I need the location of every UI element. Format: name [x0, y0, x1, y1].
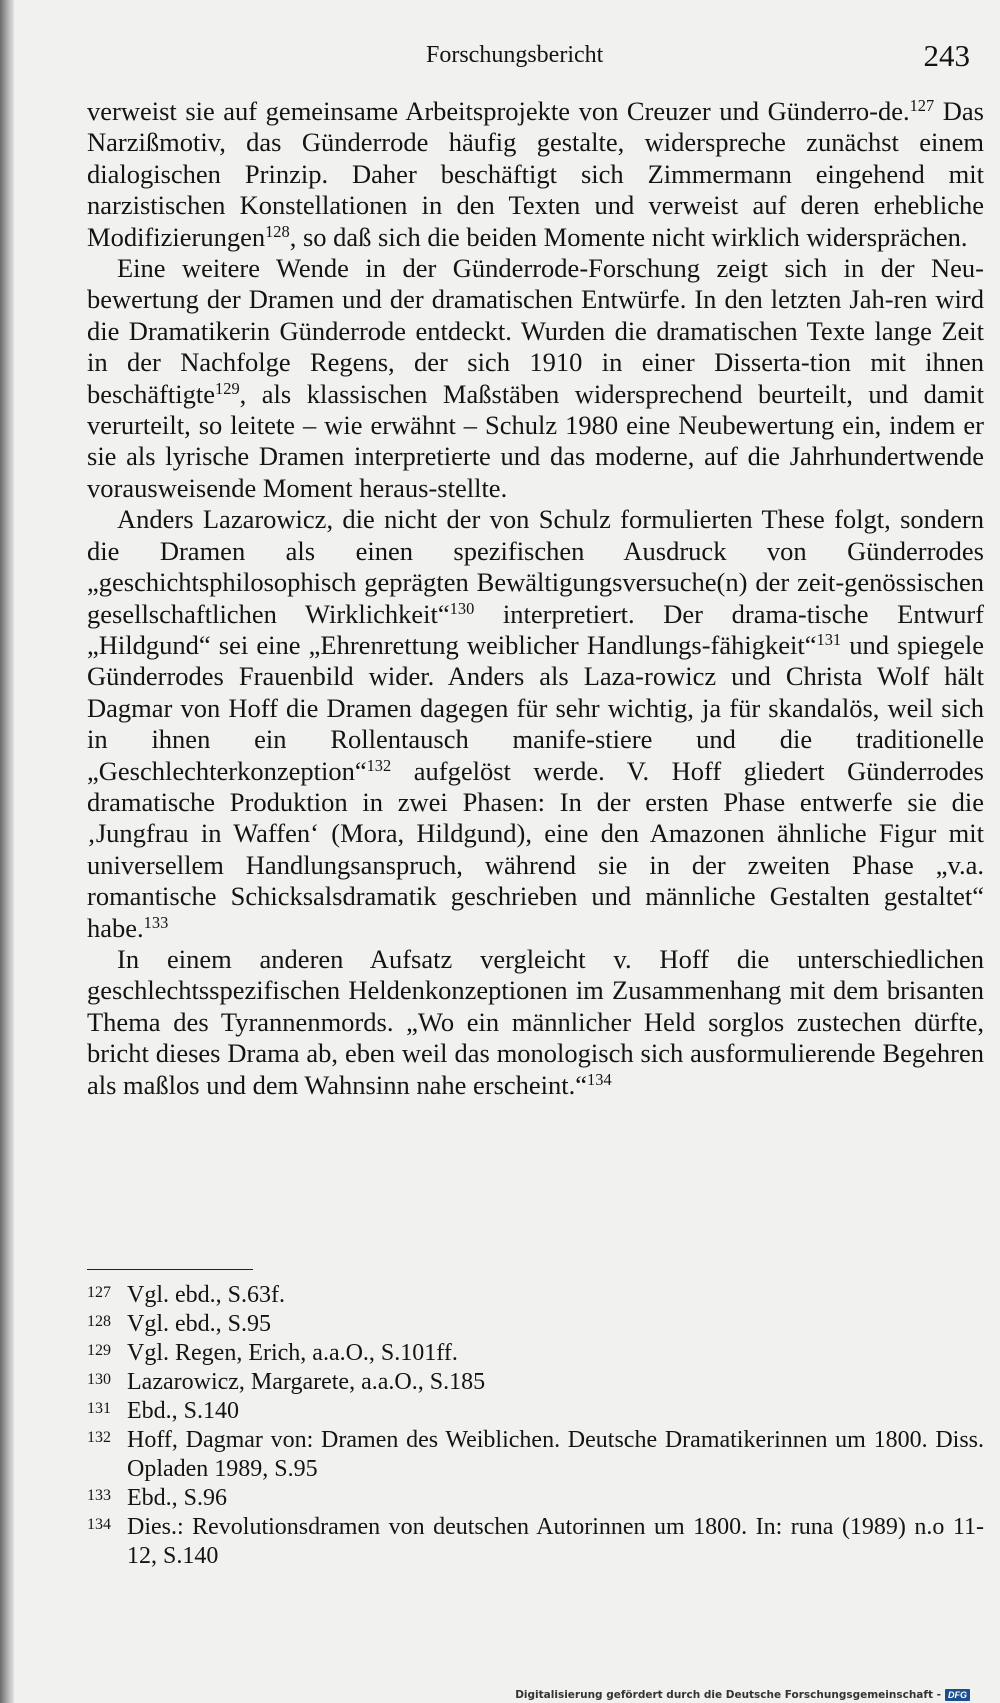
footnote-reference[interactable]: 132	[366, 755, 392, 775]
footnote-text: Vgl. Regen, Erich, a.a.O., S.101ff.	[127, 1340, 458, 1366]
paragraph-text: , so daß sich die beiden Momente nicht wirklich widersprächen.	[289, 221, 968, 252]
paragraph-text: aufgelöst werde. V. Hoff gliedert Günderrodes dramatische Produktion in zwei Phasen: In der ersten Phase entwerfe sie die ‚Jungfrau in Waffen‘ (Mora, Hildgund), eine den Amazonen ähnliche Figur mit universellem Handlungsanspruch, während sie in der zweiten Phase „v.a. romantische Schicksalsdramatik geschrieben und männliche Gestalten gestaltet“ habe.	[87, 755, 984, 943]
footnote-number: 134	[87, 1516, 111, 1533]
paragraph-text: In einem anderen Aufsatz vergleicht v. Hoff die unterschiedlichen geschlechtsspezifischen Heldenkonzeptionen im Zusammenhang mit dem brisanten Thema des Tyrannenmords. „Wo ein männlicher Held sorglos zustechen dürfte, bricht dieses Drama ab, eben weil das monologisch sich ausformulierende Begehren als maßlos und dem Wahnsinn nahe erscheint.“	[87, 943, 984, 1100]
paragraph-text: und spiegele Günderrodes Frauenbild wider. Anders als Laza-rowicz und Christa Wolf hält Dagmar von Hoff die Dramen dagegen für sehr wichtig, ja für skandalös, weil sich in ihnen ein Rollentausch manife-stiere und die traditionelle „Geschlechterkonzeption“	[87, 629, 984, 786]
paragraph-text: interpretiert. Der drama-tische Entwurf „Hildgund“ sei eine „Ehrenrettung weiblicher Handlungs-fähigkeit“	[87, 598, 984, 660]
book-page	[14, 0, 1000, 1703]
paragraph-text: verweist sie auf gemeinsame Arbeitsprojekte von Creuzer und Günderro-de.	[87, 96, 910, 126]
footnote-item	[87, 1397, 984, 1426]
footnote-number: 131	[87, 1400, 111, 1417]
paragraph-text: , als klassischen Maßstäben widersprechend beurteilt, und damit verurteilt, so leitete – wie erwähnt – Schulz 1980 eine Neubewertung ein, indem er sie als lyrische Dramen interpretierte und das moderne, auf die Jahrhundertwende vorausweisende Moment heraus-stellte.	[87, 378, 984, 503]
digitization-credit	[515, 1689, 970, 1701]
body-paragraph	[87, 504, 984, 944]
footnote-reference[interactable]: 127	[909, 95, 935, 115]
footnote-item	[87, 1281, 984, 1310]
footnote-number: 128	[87, 1313, 111, 1330]
dfg-logo: DFG	[945, 1689, 970, 1701]
body-paragraph	[87, 253, 984, 504]
footnote-text: Lazarowicz, Margarete, a.a.O., S.185	[127, 1369, 486, 1395]
footnotes	[87, 1281, 984, 1571]
footnote-reference[interactable]: 131	[816, 629, 842, 649]
book-gutter-shadow	[0, 0, 14, 1703]
footnote-item	[87, 1310, 984, 1339]
paragraph-text: Anders Lazarowicz, die nicht der von Schulz formulierten These folgt, sondern die Dramen als einen spezifischen Ausdruck von Günderrodes „geschichtsphilosophisch geprägten Bewältigungsversuche(n) der zeit-genössischen gesellschaftlichen Wirklichkeit“	[87, 504, 984, 629]
running-head: Forschungsbericht	[426, 42, 604, 68]
footnote-item	[87, 1339, 984, 1368]
footnote-number: 127	[87, 1284, 111, 1301]
body-text	[87, 96, 984, 1101]
footnote-reference[interactable]: 129	[215, 378, 240, 398]
footnote-text: Vgl. ebd., S.95	[127, 1311, 271, 1337]
footnote-text: Vgl. ebd., S.63f.	[127, 1282, 285, 1308]
footnote-reference[interactable]: 128	[265, 221, 290, 241]
footnote-item	[87, 1513, 984, 1571]
footnote-text: Dies.: Revolutionsdramen von deutschen Autorinnen um 1800. In: runa (1989) n.o 11-12, S.140	[127, 1514, 984, 1569]
page-header	[14, 38, 1000, 78]
footnote-text: Ebd., S.96	[127, 1485, 228, 1511]
footnote-separator	[87, 1269, 253, 1270]
footnote-item	[87, 1484, 984, 1513]
footnote-reference[interactable]: 130	[449, 598, 475, 618]
footnote-reference[interactable]: 134	[587, 1069, 612, 1089]
credit-text: Digitalisierung gefördert durch die Deutsche Forschungsgemeinschaft -	[515, 1689, 941, 1701]
footnote-text: Ebd., S.140	[127, 1398, 240, 1424]
footnote-reference[interactable]: 133	[143, 912, 169, 932]
paragraph-text: Eine weitere Wende in der Günderrode-Forschung zeigt sich in der Neu-bewertung der Dramen und der dramatischen Entwürfe. In den letzten Jah-ren wird die Dramatikerin Günderrode entdeckt. Wurden die dramatischen Texte lange Zeit in der Nachfolge Regens, der sich 1910 in einer Disserta-tion mit ihnen beschäftigte	[87, 253, 984, 409]
page-number: 243	[923, 38, 970, 73]
footnote-text: Hoff, Dagmar von: Dramen des Weiblichen. Deutsche Dramatikerinnen um 1800. Diss. Opladen 1989, S.95	[127, 1427, 984, 1482]
footnote-number: 130	[87, 1371, 111, 1388]
paragraph-text: Das Narzißmotiv, das Günderrode häufig gestalte, widerspreche zunächst einem dialogischen Prinzip. Daher beschäftigt sich Zimmermann eingehend mit narzistischen Konstellationen in den Texten und verweist auf deren erhebliche Modifizierungen	[87, 96, 984, 252]
body-paragraph	[87, 96, 984, 253]
body-paragraph	[87, 944, 984, 1101]
footnote-number: 132	[87, 1429, 111, 1446]
footnote-number: 129	[87, 1342, 111, 1359]
footnote-item	[87, 1426, 984, 1484]
footnote-number: 133	[87, 1487, 111, 1504]
footnote-item	[87, 1368, 984, 1397]
